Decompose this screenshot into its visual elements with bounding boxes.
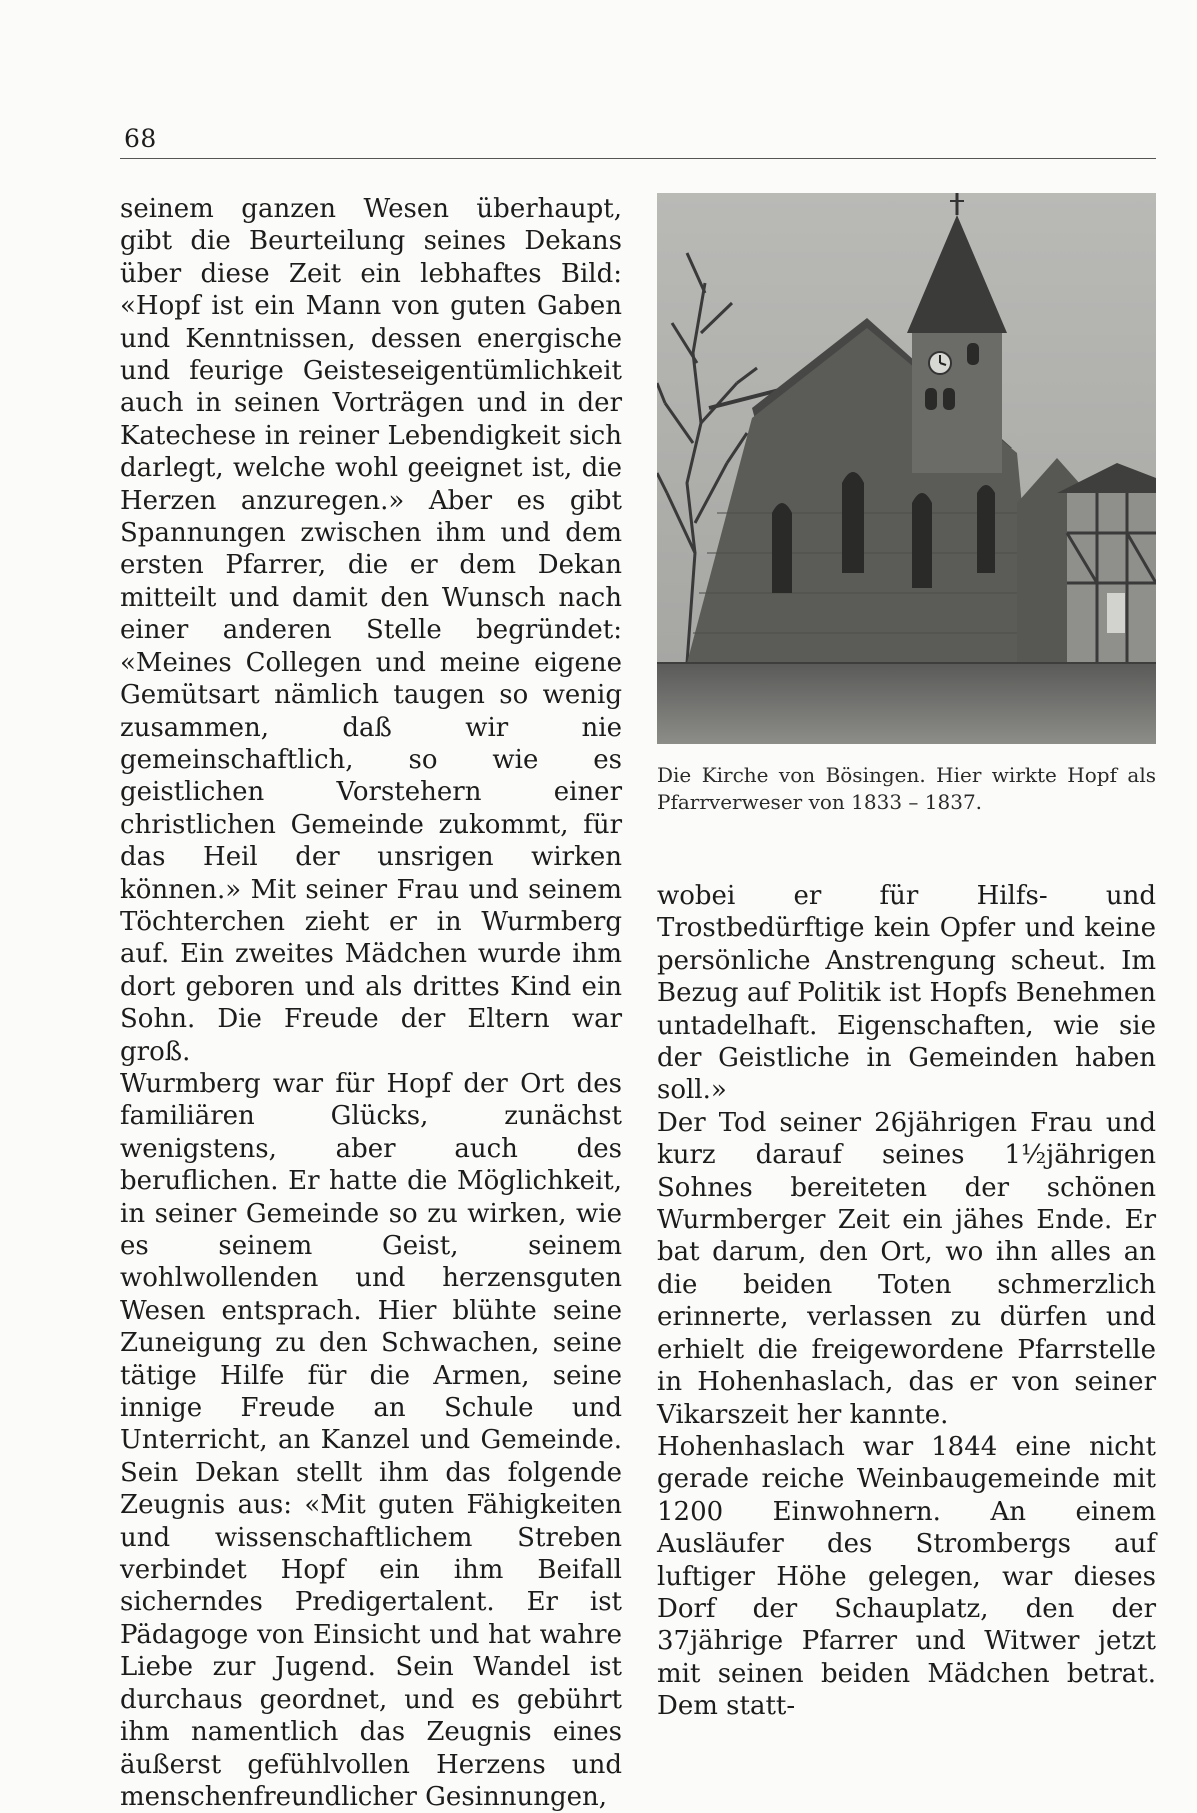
- church-illustration: [657, 193, 1156, 744]
- left-paragraph-1: seinem ganzen Wesen überhaupt, gibt die Beurteilung seines Dekans über diese Zeit ein lebhaftes Bild: «Hopf ist ein Mann von guten Gaben und Kenntnissen, dessen energische und feurige Geisteseigentümlichkeit auch in seinen Vorträgen und in der Katechese in reiner Lebendigkeit sich darlegt, welche wohl geeignet ist, die Herzen anzuregen.» Aber es gibt Spannungen zwischen ihm und dem ersten Pfarrer, die er dem Dekan mitteilt und damit den Wunsch nach einer anderen Stelle begründet: «Meines Collegen und meine eigene Gemütsart nämlich taugen so wenig zusammen, daß wir nie gemeinschaftlich, so wie es geistlichen Vorstehern einer christlichen Gemeinde zukommt, für das Heil der unsrigen wirken können.» Mit seiner Frau und seinem Töchterchen zieht er in Wurmberg auf. Ein zweites Mädchen wurde ihm dort geboren und als drittes Kind ein Sohn. Die Freude der Eltern war groß.: [120, 194, 622, 1067]
- header-rule: [120, 158, 1156, 159]
- page-number: 68: [124, 124, 157, 153]
- figure-caption: Die Kirche von Bösingen. Hier wirkte Hopf als Pfarrverweser von 1833 – 1837.: [657, 763, 1156, 814]
- right-paragraph-3: Hohenhaslach war 1844 eine nicht gerade reiche Weinbaugemeinde mit 1200 Einwohnern. An einem Ausläufer des Strombergs auf luftiger Höhe gelegen, war dieses Dorf der Schauplatz, den der 37jährige Pfarrer und Witwer jetzt mit seinen beiden Mädchen betrat. Dem statt-: [657, 1431, 1156, 1722]
- church-photo: [657, 193, 1156, 744]
- left-column: [120, 193, 622, 1813]
- left-paragraph-2: Wurmberg war für Hopf der Ort des familiären Glücks, zunächst wenigstens, aber auch des beruflichen. Er hatte die Möglichkeit, in seiner Gemeinde so zu wirken, wie es seinem Geist, seinem wohlwollenden und herzensguten Wesen entsprach. Hier blühte seine Zuneigung zu den Schwachen, seine tätige Hilfe für die Armen, seine innige Freude an Schule und Unterricht, an Kanzel und Gemeinde. Sein Dekan stellt ihm das folgende Zeugnis aus: «Mit guten Fähigkeiten und wissenschaftlichem Streben verbindet Hopf ein ihm Beifall sicherndes Predigertalent. Er ist Pädagoge von Einsicht und hat wahre Liebe zur Jugend. Sein Wandel ist durchaus geordnet, und es gebührt ihm namentlich das Zeugnis eines äußerst gefühlvollen Herzens und menschenfreundlicher Gesinnungen,: [120, 1068, 622, 1812]
- right-paragraph-1: wobei er für Hilfs- und Trostbedürftige kein Opfer und keine persönliche Anstrengung scheut. Im Bezug auf Politik ist Hopfs Benehmen untadelhaft. Eigenschaften, wie sie der Geistliche in Gemeinden haben soll.»: [657, 881, 1156, 1106]
- right-column: [657, 880, 1156, 1723]
- right-paragraph-2: Der Tod seiner 26jährigen Frau und kurz darauf seines 1½jährigen Sohnes bereiteten der schönen Wurmberger Zeit ein jähes Ende. Er bat darum, den Ort, wo ihn alles an die beiden Toten schmerzlich erinnerte, verlassen zu dürfen und erhielt die freigewordene Pfarrstelle in Hohenhaslach, das er von seiner Vikarszeit her kannte.: [657, 1107, 1156, 1430]
